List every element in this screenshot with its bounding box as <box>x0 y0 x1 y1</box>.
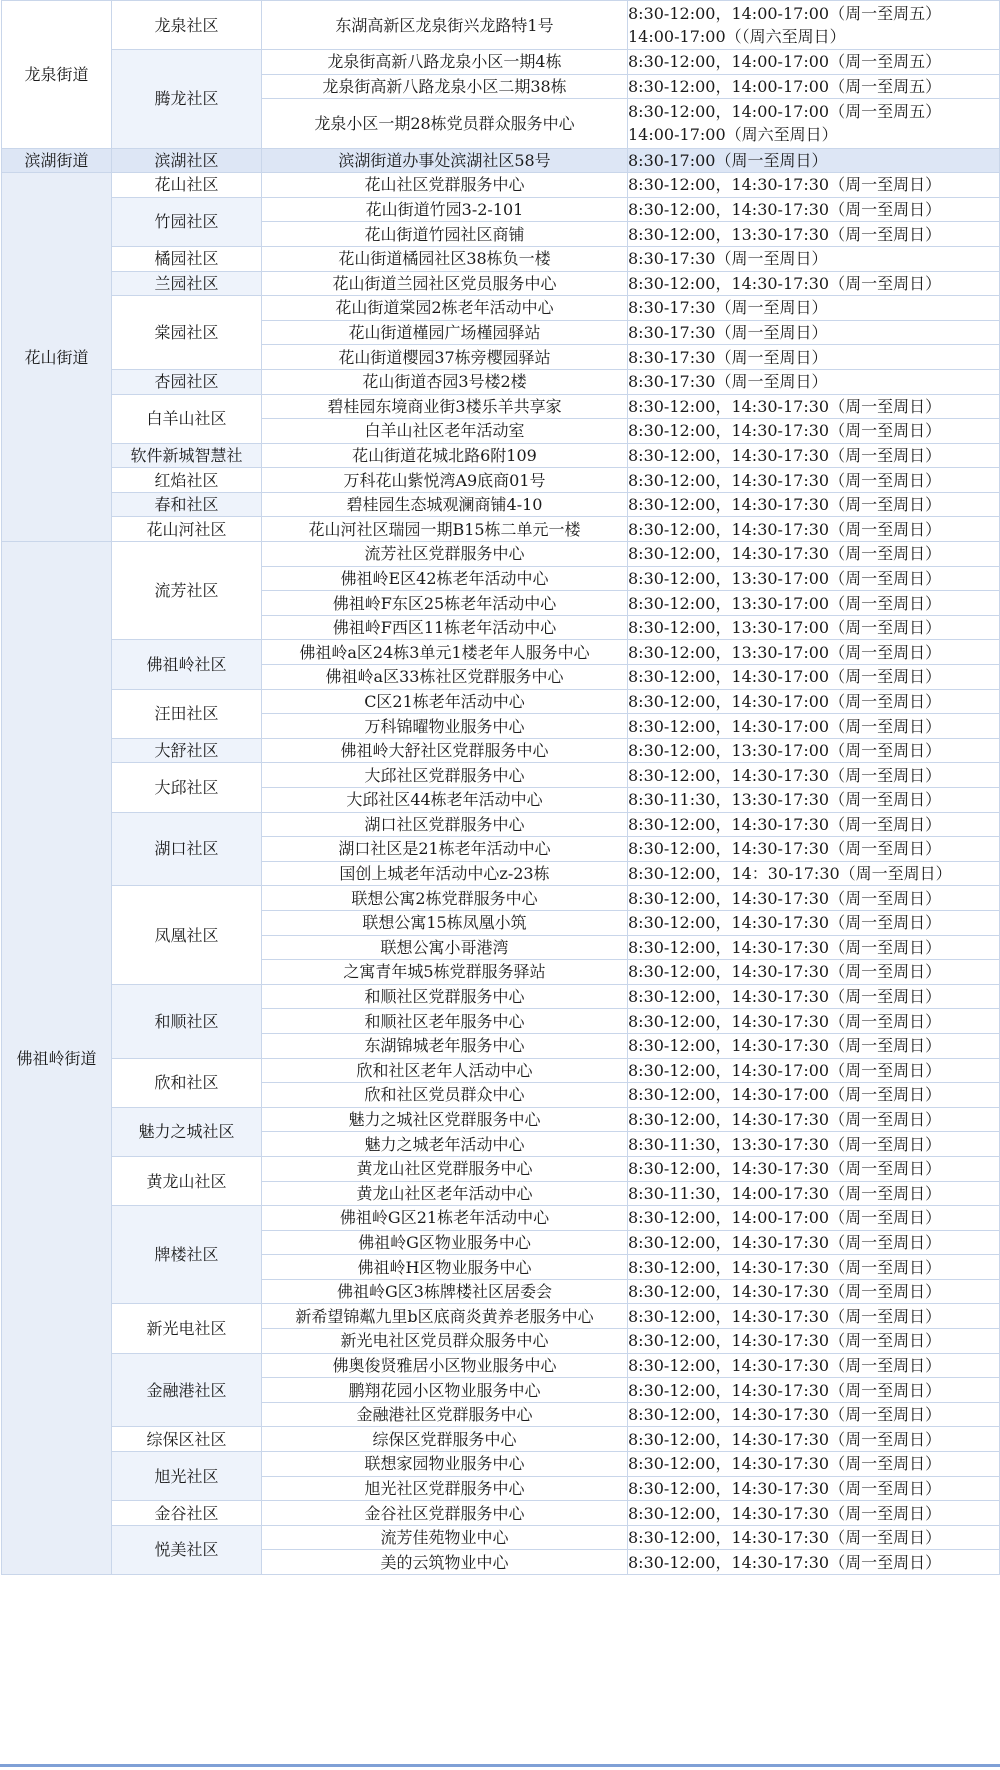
address-cell: 佛祖岭F东区25栋老年活动中心 <box>262 591 628 616</box>
community-cell: 流芳社区 <box>112 542 262 640</box>
community-cell: 汪田社区 <box>112 689 262 738</box>
table-row <box>2 468 1000 493</box>
address-cell: 白羊山社区老年活动室 <box>262 419 628 444</box>
table-row <box>2 1107 1000 1132</box>
address-cell: 佛祖岭a区24栋3单元1楼老年人服务中心 <box>262 640 628 665</box>
address-cell: 花山街道竹园3-2-101 <box>262 197 628 222</box>
hours-cell <box>628 50 1000 75</box>
address-cell: 联想公寓2栋党群服务中心 <box>262 886 628 911</box>
address-cell: 花山社区党群服务中心 <box>262 173 628 198</box>
address-cell: 东湖锦城老年服务中心 <box>262 1033 628 1058</box>
community-cell: 大舒社区 <box>112 738 262 763</box>
address-cell: 和顺社区老年服务中心 <box>262 1009 628 1034</box>
hours-cell <box>628 99 1000 148</box>
address-cell: 鹏翔花园小区物业服务中心 <box>262 1378 628 1403</box>
hours-line: 8:30-12:00，14:30-17:30（周一至周日） <box>628 962 942 982</box>
community-cell: 佛祖岭社区 <box>112 640 262 689</box>
address-cell: 花山河社区瑞园一期B15栋二单元一楼 <box>262 517 628 542</box>
table-row <box>2 517 1000 542</box>
table-row <box>2 271 1000 296</box>
table-row <box>2 984 1000 1009</box>
hours-line: 8:30-12:00，13:30-17:00（周一至周日） <box>628 642 942 662</box>
hours-cell <box>628 1009 1000 1034</box>
hours-line: 8:30-12:00，14:30-17:00（周一至周日） <box>628 1060 942 1080</box>
hours-cell <box>628 812 1000 837</box>
hours-cell <box>628 1156 1000 1181</box>
address-cell: 国创上城老年活动中心z-23栋 <box>262 861 628 886</box>
hours-cell <box>628 1083 1000 1108</box>
hours-line: 8:30-12:00，14:30-17:30（周一至周日） <box>628 273 942 293</box>
hours-cell <box>628 1279 1000 1304</box>
address-cell: 大邱社区44栋老年活动中心 <box>262 788 628 813</box>
hours-cell <box>628 615 1000 640</box>
community-cell: 金谷社区 <box>112 1501 262 1526</box>
hours-line: 8:30-12:00，14:30-17:30（周一至周日） <box>628 544 942 564</box>
hours-line: 8:30-12:00，14:30-17:30（周一至周日） <box>628 1159 942 1179</box>
table-bottom-border <box>0 1764 1000 1767</box>
community-cell: 红焰社区 <box>112 468 262 493</box>
hours-line: 8:30-17:30（周一至周日） <box>628 347 828 367</box>
hours-cell <box>628 148 1000 173</box>
address-cell: 花山街道樱园37栋旁樱园驿站 <box>262 345 628 370</box>
community-cell: 牌楼社区 <box>112 1206 262 1304</box>
table-body <box>2 1 1000 1575</box>
hours-line: 8:30-12:00，14:30-17:30（周一至周日） <box>628 937 942 957</box>
table-row <box>2 689 1000 714</box>
address-cell: 联想家园物业服务中心 <box>262 1452 628 1477</box>
table-row <box>2 394 1000 419</box>
address-cell: 新光电社区党员群众服务中心 <box>262 1329 628 1354</box>
hours-line: 8:30-12:00，14:30-17:30（周一至周日） <box>628 1454 942 1474</box>
hours-cell <box>628 935 1000 960</box>
hours-line: 8:30-12:00，14:30-17:30（周一至周日） <box>628 814 942 834</box>
table-row <box>2 148 1000 173</box>
hours-cell <box>628 1329 1000 1354</box>
address-cell: 碧桂园东境商业街3楼乐羊共享家 <box>262 394 628 419</box>
address-cell: 佛祖岭F西区11栋老年活动中心 <box>262 615 628 640</box>
hours-cell <box>628 1501 1000 1526</box>
address-cell: 万科锦曜物业服务中心 <box>262 714 628 739</box>
hours-line: 8:30-11:30，14:00-17:30（周一至周日） <box>628 1183 942 1203</box>
hours-line: 8:30-12:00，14:30-17:30（周一至周日） <box>628 1306 942 1326</box>
address-cell: 湖口社区党群服务中心 <box>262 812 628 837</box>
hours-cell <box>628 837 1000 862</box>
address-cell: 佛祖岭G区物业服务中心 <box>262 1230 628 1255</box>
address-cell: 佛祖岭a区33栋社区党群服务中心 <box>262 665 628 690</box>
hours-cell <box>628 296 1000 321</box>
table-row <box>2 542 1000 567</box>
hours-cell <box>628 689 1000 714</box>
address-cell: 花山街道花城北路6附109 <box>262 443 628 468</box>
community-cell: 软件新城智慧社 <box>112 443 262 468</box>
hours-line: 8:30-12:00，14:30-17:30（周一至周日） <box>628 1478 942 1498</box>
hours-line: 8:30-12:00，14:30-17:30（周一至周日） <box>628 1380 942 1400</box>
hours-line: 8:30-12:00，14:30-17:30（周一至周日） <box>628 765 942 785</box>
hours-cell <box>628 788 1000 813</box>
address-cell: 佛祖岭G区21栋老年活动中心 <box>262 1206 628 1231</box>
hours-cell <box>628 443 1000 468</box>
hours-cell <box>628 1452 1000 1477</box>
address-cell: 万科花山紫悦湾A9底商01号 <box>262 468 628 493</box>
community-cell: 魅力之城社区 <box>112 1107 262 1156</box>
address-cell: 龙泉街高新八路龙泉小区二期38栋 <box>262 74 628 99</box>
community-cell: 大邱社区 <box>112 763 262 812</box>
table-row <box>2 1427 1000 1452</box>
address-cell: 联想公寓小哥港湾 <box>262 935 628 960</box>
address-cell: 花山街道竹园社区商铺 <box>262 222 628 247</box>
hours-line: 8:30-12:00，14:30-17:30（周一至周日） <box>628 1257 942 1277</box>
hours-line: 8:30-12:00，14:30-17:30（周一至周日） <box>628 1011 942 1031</box>
address-cell: 花山街道橘园社区38栋负一楼 <box>262 246 628 271</box>
hours-line: 8:30-12:00，14:00-17:00（周一至周五） <box>628 4 942 24</box>
table-row <box>2 1525 1000 1550</box>
table-row <box>2 1 1000 50</box>
address-cell: 花山街道棠园2栋老年活动中心 <box>262 296 628 321</box>
community-cell: 欣和社区 <box>112 1058 262 1107</box>
hours-line: 8:30-12:00，14:30-17:30（周一至周日） <box>628 888 942 908</box>
hours-cell <box>628 640 1000 665</box>
hours-line: 8:30-17:00（周一至周日） <box>628 150 828 170</box>
community-cell: 旭光社区 <box>112 1452 262 1501</box>
address-cell: 新希望锦粼九里b区底商炎黄养老服务中心 <box>262 1304 628 1329</box>
hours-line: 8:30-17:30（周一至周日） <box>628 372 828 392</box>
hours-line: 8:30-12:00，14:30-17:00（周一至周日） <box>628 691 942 711</box>
hours-line: 8:30-12:00，14:00-17:00（周一至周五） <box>628 52 942 72</box>
hours-cell <box>628 566 1000 591</box>
hours-cell <box>628 1550 1000 1575</box>
hours-cell <box>628 1 1000 50</box>
hours-line: 8:30-12:00，14:30-17:30（周一至周日） <box>628 1282 942 1302</box>
street-cell: 佛祖岭街道 <box>2 542 112 1575</box>
address-cell: 综保区党群服务中心 <box>262 1427 628 1452</box>
community-cell: 黄龙山社区 <box>112 1156 262 1205</box>
community-cell: 杏园社区 <box>112 369 262 394</box>
hours-line: 8:30-12:00，13:30-17:00（周一至周日） <box>628 741 942 761</box>
hours-line: 8:30-12:00，14:30-17:00（周一至周日） <box>628 1085 942 1105</box>
hours-line: 8:30-12:00，14:30-17:30（周一至周日） <box>628 987 942 1007</box>
address-cell: 魅力之城老年活动中心 <box>262 1132 628 1157</box>
hours-line: 8:30-17:30（周一至周日） <box>628 249 828 269</box>
address-cell: 湖口社区是21栋老年活动中心 <box>262 837 628 862</box>
hours-line: 8:30-17:30（周一至周日） <box>628 323 828 343</box>
hours-line: 8:30-12:00，14:30-17:30（周一至周日） <box>628 1503 942 1523</box>
hours-line: 8:30-12:00，14:00-17:00（周一至周日） <box>628 1208 942 1228</box>
address-cell: 联想公寓15栋凤凰小筑 <box>262 910 628 935</box>
hours-line: 8:30-11:30，13:30-17:30（周一至周日） <box>628 790 942 810</box>
hours-cell <box>628 271 1000 296</box>
address-cell: 和顺社区党群服务中心 <box>262 984 628 1009</box>
hours-cell <box>628 910 1000 935</box>
address-cell: 欣和社区党员群众中心 <box>262 1083 628 1108</box>
address-cell: 流芳社区党群服务中心 <box>262 542 628 567</box>
address-cell: 流芳佳苑物业中心 <box>262 1525 628 1550</box>
hours-line: 8:30-12:00，14:30-17:30（周一至周日） <box>628 495 942 515</box>
service-hours-table <box>1 0 1000 1575</box>
table-row <box>2 296 1000 321</box>
hours-cell <box>628 1132 1000 1157</box>
address-cell: 花山街道槿园广场槿园驿站 <box>262 320 628 345</box>
hours-line: 8:30-12:00，14:30-17:30（周一至周日） <box>628 1405 942 1425</box>
address-cell: 之寓青年城5栋党群服务驿站 <box>262 960 628 985</box>
hours-line: 8:30-12:00，13:30-17:00（周一至周日） <box>628 593 942 613</box>
address-cell: 龙泉街高新八路龙泉小区一期4栋 <box>262 50 628 75</box>
hours-line: 8:30-12:00，14:30-17:30（周一至周日） <box>628 1036 942 1056</box>
hours-line: 8:30-12:00，14:30-17:00（周一至周日） <box>628 716 942 736</box>
street-cell: 龙泉街道 <box>2 1 112 149</box>
community-cell: 金融港社区 <box>112 1353 262 1427</box>
hours-line: 8:30-12:00，14:30-17:30（周一至周日） <box>628 1331 942 1351</box>
address-cell: 黄龙山社区党群服务中心 <box>262 1156 628 1181</box>
table-row <box>2 1206 1000 1231</box>
hours-line: 8:30-12:00，14:30-17:30（周一至周日） <box>628 1355 942 1375</box>
table-row <box>2 1058 1000 1083</box>
community-cell: 湖口社区 <box>112 812 262 886</box>
community-cell: 新光电社区 <box>112 1304 262 1353</box>
table-row <box>2 369 1000 394</box>
community-cell: 悦美社区 <box>112 1525 262 1574</box>
hours-cell <box>628 1476 1000 1501</box>
hours-line: 8:30-12:00，13:30-17:30（周一至周日） <box>628 224 942 244</box>
address-cell: 龙泉小区一期28栋党员群众服务中心 <box>262 99 628 148</box>
table-row <box>2 812 1000 837</box>
address-cell: 黄龙山社区老年活动中心 <box>262 1181 628 1206</box>
table-row <box>2 1156 1000 1181</box>
hours-line: 8:30-12:00，14:30-17:30（周一至周日） <box>628 1429 942 1449</box>
hours-line: 8:30-12:00，13:30-17:00（周一至周日） <box>628 618 942 638</box>
hours-cell <box>628 1427 1000 1452</box>
table-row <box>2 886 1000 911</box>
table-row <box>2 50 1000 75</box>
hours-line: 8:30-12:00，14:30-17:30（周一至周日） <box>628 396 942 416</box>
hours-cell <box>628 665 1000 690</box>
hours-cell <box>628 394 1000 419</box>
address-cell: 大邱社区党群服务中心 <box>262 763 628 788</box>
table-row <box>2 246 1000 271</box>
table-row <box>2 443 1000 468</box>
hours-cell <box>628 1304 1000 1329</box>
community-cell: 花山河社区 <box>112 517 262 542</box>
hours-line: 8:30-12:00，14:00-17:00（周一至周五） <box>628 77 942 97</box>
hours-line: 8:30-12:00，14:30-17:30（周一至周日） <box>628 200 942 220</box>
hours-line: 8:30-12:00，14:30-17:30（周一至周日） <box>628 1232 942 1252</box>
community-cell: 腾龙社区 <box>112 50 262 148</box>
street-cell: 花山街道 <box>2 173 112 542</box>
hours-line: 8:30-12:00，13:30-17:00（周一至周日） <box>628 568 942 588</box>
hours-cell <box>628 492 1000 517</box>
hours-cell <box>628 738 1000 763</box>
hours-line: 14:00-17:00（（周六至周日） <box>628 27 846 47</box>
address-cell: 美的云筑物业中心 <box>262 1550 628 1575</box>
table-row <box>2 1501 1000 1526</box>
hours-cell <box>628 763 1000 788</box>
hours-line: 8:30-12:00，14:30-17:30（周一至周日） <box>628 839 942 859</box>
address-cell: C区21栋老年活动中心 <box>262 689 628 714</box>
hours-line: 8:30-12:00，14:30-17:30（周一至周日） <box>628 421 942 441</box>
hours-line: 8:30-11:30，13:30-17:30（周一至周日） <box>628 1134 942 1154</box>
community-cell: 和顺社区 <box>112 984 262 1058</box>
table-row <box>2 1304 1000 1329</box>
hours-cell <box>628 591 1000 616</box>
address-cell: 佛祖岭G区3栋牌楼社区居委会 <box>262 1279 628 1304</box>
hours-cell <box>628 345 1000 370</box>
table-row <box>2 763 1000 788</box>
street-cell: 滨湖街道 <box>2 148 112 173</box>
hours-line: 8:30-12:00，14:30-17:30（周一至周日） <box>628 1528 942 1548</box>
address-cell: 佛祖岭大舒社区党群服务中心 <box>262 738 628 763</box>
hours-cell <box>628 197 1000 222</box>
hours-cell <box>628 1181 1000 1206</box>
hours-cell <box>628 74 1000 99</box>
hours-line: 8:30-12:00，14:30-17:30（周一至周日） <box>628 913 942 933</box>
community-cell: 滨湖社区 <box>112 148 262 173</box>
hours-cell <box>628 246 1000 271</box>
hours-cell <box>628 173 1000 198</box>
hours-line: 8:30-12:00，14:30-17:30（周一至周日） <box>628 175 942 195</box>
address-cell: 旭光社区党群服务中心 <box>262 1476 628 1501</box>
hours-line: 8:30-12:00，14:30-17:30（周一至周日） <box>628 470 942 490</box>
hours-line: 14:00-17:00（周六至周日） <box>628 125 838 145</box>
hours-line: 8:30-12:00，14:30-17:00（周一至周日） <box>628 667 942 687</box>
community-cell: 凤凰社区 <box>112 886 262 984</box>
hours-line: 8:30-12:00，14:30-17:30（周一至周日） <box>628 1552 942 1572</box>
hours-cell <box>628 1353 1000 1378</box>
community-cell: 春和社区 <box>112 492 262 517</box>
hours-cell <box>628 1378 1000 1403</box>
hours-cell <box>628 1525 1000 1550</box>
hours-line: 8:30-12:00，14:30-17:30（周一至周日） <box>628 445 942 465</box>
address-cell: 佛祖岭H区物业服务中心 <box>262 1255 628 1280</box>
hours-cell <box>628 1033 1000 1058</box>
hours-cell <box>628 714 1000 739</box>
address-cell: 碧桂园生态城观澜商铺4-10 <box>262 492 628 517</box>
hours-line: 8:30-12:00，14:30-17:30（周一至周日） <box>628 1110 942 1130</box>
table-row <box>2 738 1000 763</box>
address-cell: 花山街道兰园社区党员服务中心 <box>262 271 628 296</box>
community-cell: 花山社区 <box>112 173 262 198</box>
address-cell: 金融港社区党群服务中心 <box>262 1402 628 1427</box>
hours-cell <box>628 419 1000 444</box>
hours-line: 8:30-12:00，14:00-17:00（周一至周五） <box>628 102 942 122</box>
community-cell: 竹园社区 <box>112 197 262 246</box>
community-cell: 综保区社区 <box>112 1427 262 1452</box>
community-cell: 橘园社区 <box>112 246 262 271</box>
community-cell: 白羊山社区 <box>112 394 262 443</box>
hours-cell <box>628 1402 1000 1427</box>
hours-cell <box>628 1206 1000 1231</box>
table-row <box>2 640 1000 665</box>
community-cell: 龙泉社区 <box>112 1 262 50</box>
hours-cell <box>628 369 1000 394</box>
hours-line: 8:30-17:30（周一至周日） <box>628 298 828 318</box>
hours-cell <box>628 886 1000 911</box>
address-cell: 花山街道杏园3号楼2楼 <box>262 369 628 394</box>
hours-cell <box>628 1255 1000 1280</box>
hours-cell <box>628 517 1000 542</box>
community-cell: 棠园社区 <box>112 296 262 370</box>
address-cell: 滨湖街道办事处滨湖社区58号 <box>262 148 628 173</box>
address-cell: 魅力之城社区党群服务中心 <box>262 1107 628 1132</box>
table-row <box>2 1353 1000 1378</box>
address-cell: 佛祖岭E区42栋老年活动中心 <box>262 566 628 591</box>
hours-cell <box>628 468 1000 493</box>
hours-cell <box>628 1107 1000 1132</box>
hours-cell <box>628 1058 1000 1083</box>
table-row <box>2 1452 1000 1477</box>
address-cell: 金谷社区党群服务中心 <box>262 1501 628 1526</box>
hours-line: 8:30-12:00，14：30-17:30（周一至周日） <box>628 864 952 884</box>
address-cell: 佛奥俊贤雅居小区物业服务中心 <box>262 1353 628 1378</box>
hours-cell <box>628 320 1000 345</box>
community-cell: 兰园社区 <box>112 271 262 296</box>
hours-cell <box>628 222 1000 247</box>
address-cell: 东湖高新区龙泉街兴龙路特1号 <box>262 1 628 50</box>
hours-cell <box>628 984 1000 1009</box>
hours-cell <box>628 861 1000 886</box>
table-row <box>2 492 1000 517</box>
table-row <box>2 197 1000 222</box>
table-row <box>2 173 1000 198</box>
hours-cell <box>628 1230 1000 1255</box>
address-cell: 欣和社区老年人活动中心 <box>262 1058 628 1083</box>
hours-cell <box>628 960 1000 985</box>
hours-line: 8:30-12:00，14:30-17:30（周一至周日） <box>628 519 942 539</box>
hours-cell <box>628 542 1000 567</box>
